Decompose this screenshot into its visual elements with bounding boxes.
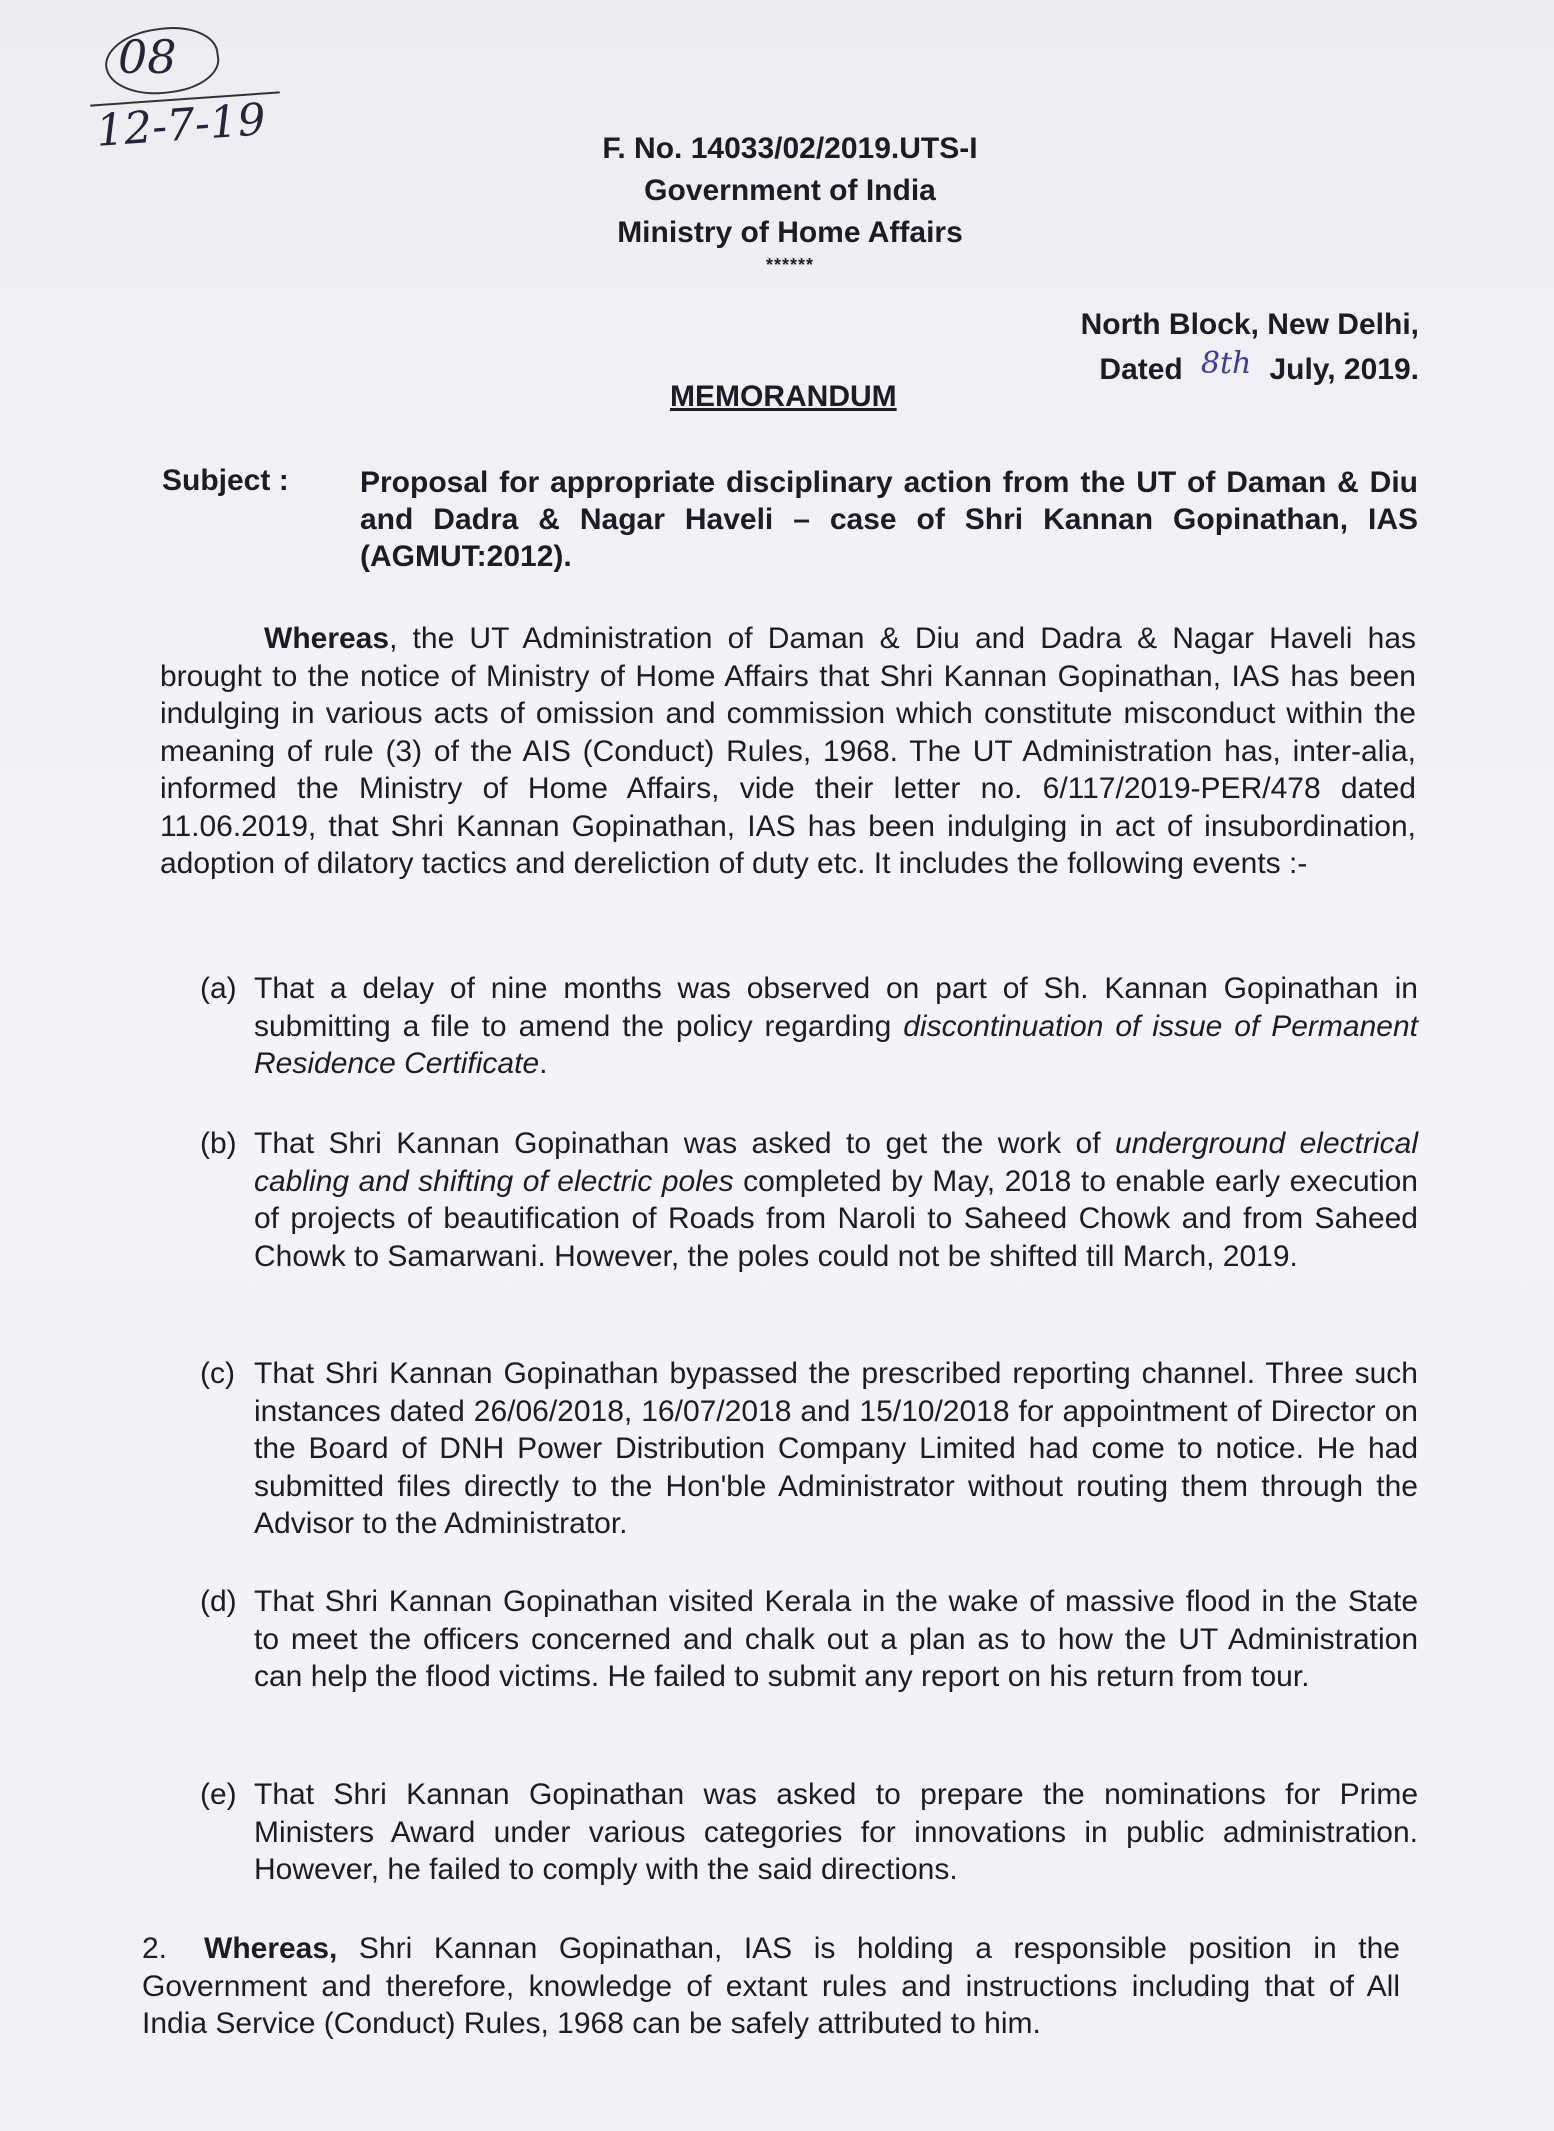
subject-text: Proposal for appropriate disciplinary action from the UT of Daman & Diu and Dadra & Nagar Haveli – case of Shri Kannan Gopinathan, IAS (AGMUT:2012). bbox=[360, 466, 1418, 573]
item-text-pre: That a delay of nine months was observed on part of Sh. Kannan Gopinathan in submitting a file to amend the policy regarding bbox=[254, 972, 1418, 1043]
handwritten-date: 12-7-19 bbox=[94, 94, 268, 157]
list-item bbox=[200, 970, 1418, 1083]
list-item bbox=[200, 1125, 1418, 1275]
para2-text: Shri Kannan Gopinathan, IAS is holding a responsible position in the Government and therefore, knowledge of extant rules and instructions including that of All India Service (Conduct) Rules, 1968 can be safely attributed to him. bbox=[142, 1932, 1400, 2040]
item-text bbox=[254, 1125, 1418, 1275]
list-item bbox=[200, 1583, 1418, 1696]
item-label: (e) bbox=[200, 1778, 237, 1811]
subject-label: Subject : bbox=[162, 464, 289, 497]
item-text-post: completed by May, 2018 to enable early execution of projects of beautification of Roads from Naroli to Saheed Chowk and from Saheed Chowk to Samarwani. However, the poles could not be shifted till March, 2019. bbox=[254, 1164, 1418, 1273]
address-block bbox=[1081, 302, 1419, 392]
para2-number: 2. bbox=[142, 1932, 168, 1965]
dated-month-year: July, 2019. bbox=[1269, 353, 1419, 386]
dated-day-handwritten: 8th bbox=[1200, 346, 1252, 381]
para2-lead: Whereas, bbox=[204, 1932, 338, 1965]
date-line bbox=[1081, 347, 1419, 392]
item-label: (c) bbox=[200, 1357, 235, 1390]
item-text: That Shri Kannan Gopinathan bypassed the prescribed reporting channel. Three such instances dated 26/06/2018, 16/07/2018 and 15/10/2018 for appointment of Director on the Board of DNH Power Distribution Company Limited had come to notice. He had submitted files directly to the Hon'ble Administrator without routing them through the Advisor to the Administrator. bbox=[254, 1357, 1418, 1540]
paragraph-1 bbox=[160, 620, 1416, 883]
letter-header bbox=[560, 128, 1020, 276]
item-label: (d) bbox=[200, 1585, 237, 1618]
list-item bbox=[200, 1355, 1418, 1543]
address-place: North Block, New Delhi, bbox=[1080, 308, 1419, 341]
header-separator: ****** bbox=[765, 255, 815, 275]
dated-label: Dated bbox=[1099, 353, 1183, 386]
item-text: That Shri Kannan Gopinathan was asked to prepare the nominations for Prime Ministers Award under various categories for innovations in public administration. However, he failed to comply with the said directions. bbox=[254, 1778, 1418, 1886]
government-name: Government of India bbox=[644, 174, 936, 207]
memo-title: MEMORANDUM bbox=[670, 380, 897, 413]
item-text: That Shri Kannan Gopinathan visited Kerala in the wake of massive flood in the State to meet the officers concerned and chalk out a plan as to how the UT Administration can help the flood victims. He failed to submit any report on his return from tour. bbox=[254, 1585, 1418, 1693]
file-number: F. No. 14033/02/2019.UTS-I bbox=[602, 132, 978, 165]
item-text-pre: That Shri Kannan Gopinathan was asked to get the work of bbox=[254, 1127, 1116, 1160]
item-text-post: . bbox=[539, 1047, 548, 1080]
item-label: (b) bbox=[200, 1127, 237, 1160]
item-text-italic: discontinuation of issue of Permanent Residence Certificate bbox=[254, 1009, 1418, 1080]
para1-lead: Whereas bbox=[264, 622, 390, 655]
ministry-name: Ministry of Home Affairs bbox=[617, 216, 963, 249]
handwritten-number: 08 bbox=[118, 30, 177, 84]
item-text bbox=[254, 970, 1418, 1083]
paragraph-2 bbox=[142, 1930, 1400, 2043]
item-text-italic: underground electrical cabling and shifting of electric poles bbox=[254, 1127, 1418, 1198]
list-item bbox=[200, 1776, 1418, 1889]
para1-text: , the UT Administration of Daman & Diu and Dadra & Nagar Haveli has brought to the notice of Ministry of Home Affairs that Shri Kannan Gopinathan, IAS has been indulging in various acts of omission and commission which constitute misconduct within the meaning of rule (3) of the AIS (Conduct) Rules, 1968. The UT Administration has, inter-alia, informed the Ministry of Home Affairs, vide their letter no. 6/117/2019-PER/478 dated 11.06.2019, that Shri Kannan Gopinathan, IAS has been indulging in act of insubordination, adoption of dilatory tactics and dereliction of duty etc. It includes the following events :- bbox=[160, 622, 1416, 880]
item-label: (a) bbox=[200, 972, 237, 1005]
